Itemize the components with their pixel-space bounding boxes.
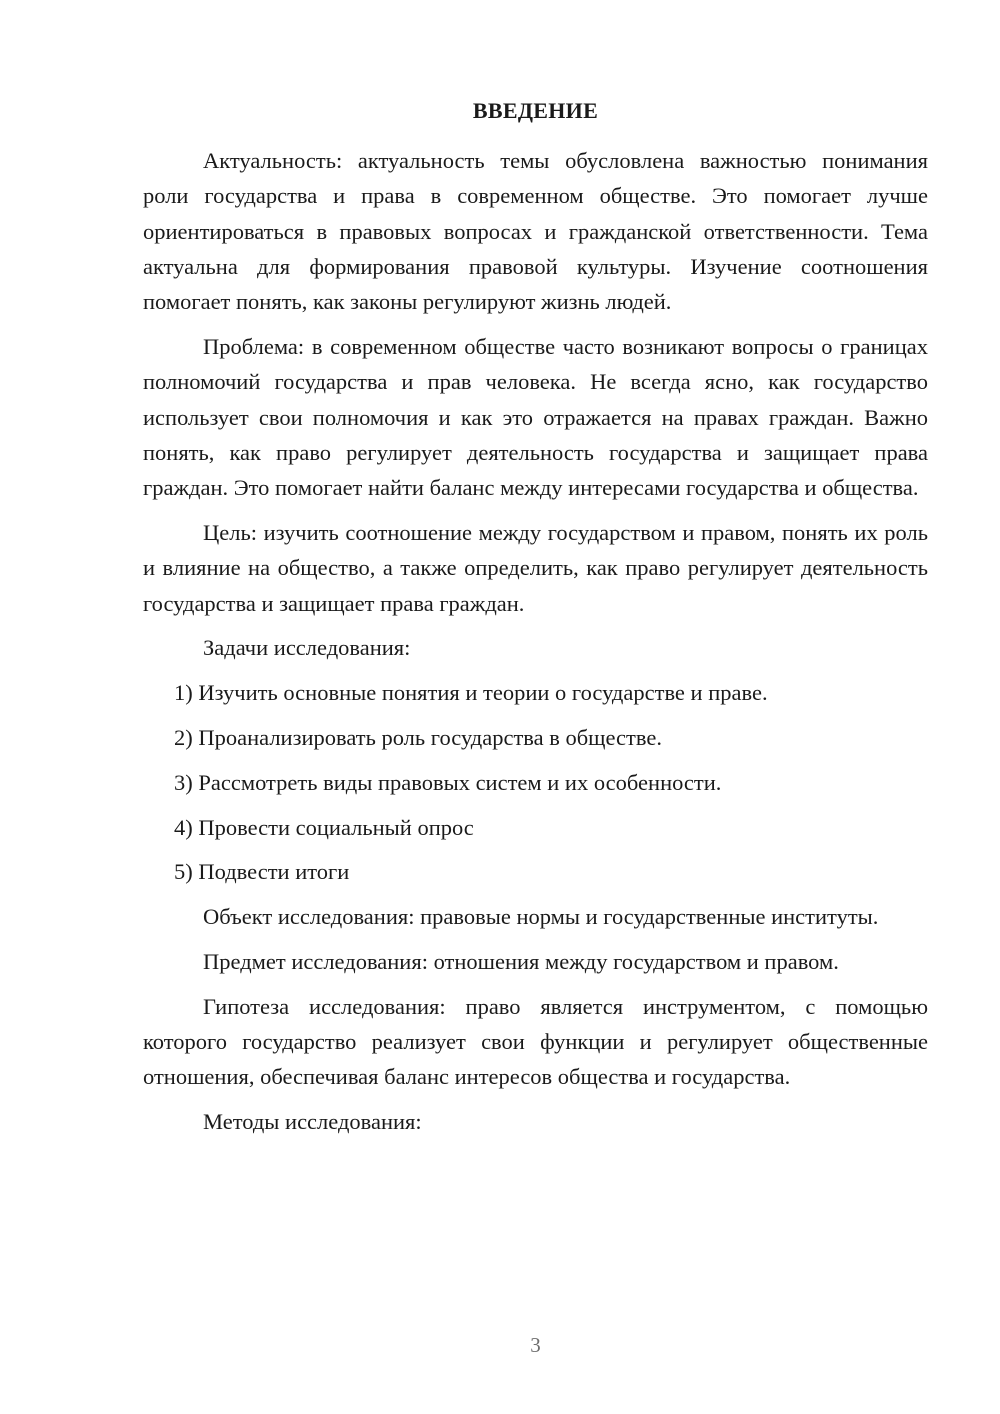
list-item: 1) Изучить основные понятия и теории о государстве и праве.	[174, 680, 768, 706]
list-item: 5) Подвести итоги	[174, 859, 350, 885]
tasks-heading: Задачи исследования:	[203, 635, 411, 661]
document-page	[143, 0, 928, 1414]
page-number: 3	[530, 1333, 541, 1357]
paragraph-problem: Проблема: в современном обществе часто возникают вопросы о границах полномочий государства и прав человека. Не всегда ясно, как государство использует свои полномочия и как это отражается на правах граждан. Важно понять, как право регулирует деятельность государства и защищает права граждан. Это помогает найти баланс между интересами государства и общества.	[143, 333, 928, 501]
paragraph-goal: Цель: изучить соотношение между государством и правом, понять их роль и влияние на общество, а также определить, как право регулирует деятельность государства и защищает права граждан.	[143, 519, 928, 616]
tasks-list	[143, 675, 928, 889]
paragraph-relevance: Актуальность: актуальность темы обусловлена важностью понимания роли государства и права в современном обществе. Это помогает лучше ориентироваться в правовых вопросах и гражданской ответственности. Тема актуальна для формирования правовой культуры. Изучение соотношения помогает понять, как законы регулируют жизнь людей.	[143, 148, 928, 315]
section-title: ВВЕДЕНИЕ	[472, 98, 599, 123]
paragraph-hypothesis: Гипотеза исследования: право является инструментом, с помощью которого государство реализует свои функции и регулирует общественные отношения, обеспечивая баланс интересов общества и государства.	[143, 993, 928, 1090]
paragraph-object: Объект исследования: правовые нормы и государственные институты.	[203, 904, 879, 930]
list-item: 2) Проанализировать роль государства в обществе.	[174, 724, 662, 750]
methods-heading: Методы исследования:	[203, 1109, 422, 1135]
paragraph-subject: Предмет исследования: отношения между государством и правом.	[203, 948, 839, 974]
list-item: 3) Рассмотреть виды правовых систем и их особенности.	[174, 769, 722, 795]
document-body	[143, 143, 928, 1149]
list-item: 4) Провести социальный опрос	[174, 814, 474, 840]
